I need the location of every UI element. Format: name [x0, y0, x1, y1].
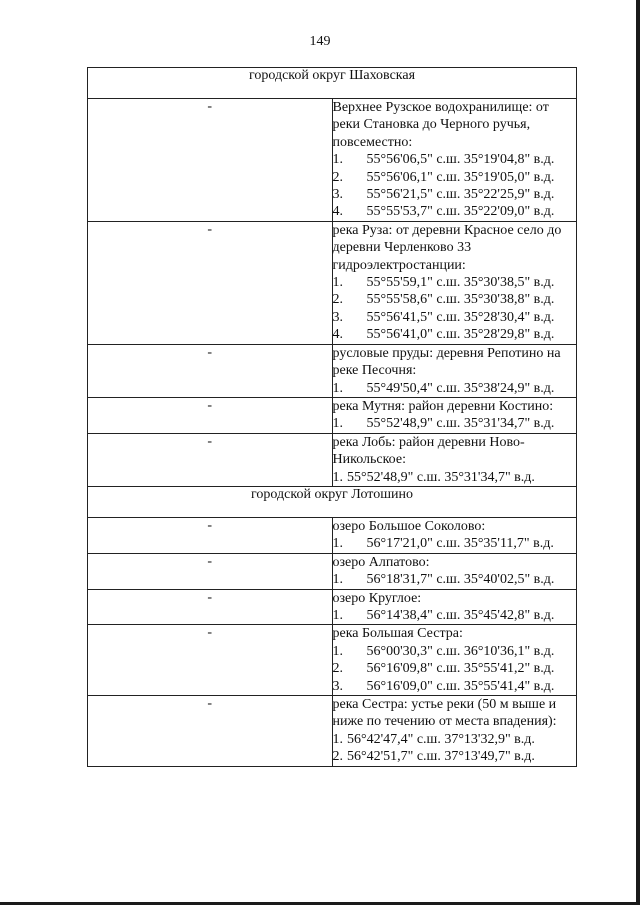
coordinate-value: 55°52'48,9" с.ш. 35°31'34,7" в.д. — [366, 416, 555, 432]
coordinate-line — [333, 660, 577, 677]
row-content — [332, 553, 577, 589]
coordinate-value: 56°18'31,7" с.ш. 35°40'02,5" в.д. — [366, 572, 555, 588]
coordinate-line — [333, 748, 577, 765]
row-mark: - — [88, 553, 333, 589]
coordinate-value: 55°55'58,6" с.ш. 35°30'38,8" в.д. — [366, 292, 555, 308]
water-body-description: русловые пруды: деревня Репотино на реке Песочня: — [332, 345, 561, 379]
coordinate-number: 1. — [332, 572, 343, 588]
coordinate-value: 56°42'47,4" с.ш. 37°13'32,9" в.д. — [347, 731, 535, 747]
coordinate-line — [333, 309, 577, 326]
table-row — [88, 221, 577, 344]
coordinate-number: 1. — [332, 607, 343, 623]
row-content — [332, 517, 577, 553]
row-content — [332, 221, 577, 344]
coordinate-value: 55°55'59,1" с.ш. 35°30'38,5" в.д. — [366, 275, 555, 291]
water-body-description: озеро Большое Соколово: — [332, 518, 486, 534]
coordinate-line — [333, 326, 577, 343]
row-mark: - — [88, 433, 333, 486]
coordinate-number: 1. — [332, 643, 343, 659]
coordinate-number: 1. — [332, 416, 343, 432]
water-body-description: река Мутня: район деревни Костино: — [332, 398, 554, 414]
coordinate-line — [333, 186, 577, 203]
coordinate-line — [333, 731, 577, 748]
table-row — [88, 433, 577, 486]
page-number: 149 — [309, 34, 331, 49]
coordinate-value: 56°17'21,0" с.ш. 35°35'11,7" в.д. — [366, 536, 554, 552]
table-row — [88, 99, 577, 222]
table-row — [88, 589, 577, 625]
coordinate-number: 2. — [332, 169, 343, 185]
coordinate-value: 55°56'06,1" с.ш. 35°19'05,0" в.д. — [366, 169, 555, 185]
table-row — [88, 397, 577, 433]
water-body-description: река Руза: от деревни Красное село до деревни Черленково 33 гидроэлектростанции: — [332, 222, 562, 273]
coordinate-number: 1. — [332, 469, 343, 485]
section-header-row — [88, 486, 577, 517]
coordinate-number: 2. — [332, 661, 343, 677]
coordinate-value: 55°55'53,7" с.ш. 35°22'09,0" в.д. — [366, 204, 555, 220]
coordinate-value: 56°16'09,8" с.ш. 35°55'41,2" в.д. — [366, 661, 555, 677]
coordinate-number: 1. — [332, 536, 343, 552]
row-content — [332, 589, 577, 625]
coordinate-line — [333, 169, 577, 186]
table-row — [88, 344, 577, 397]
water-body-description: Верхнее Рузское водохранилище: от реки Становка до Черного ручья, повсеместно: — [332, 100, 549, 150]
coordinate-line — [333, 380, 577, 397]
coordinate-value: 55°56'06,5" с.ш. 35°19'04,8" в.д. — [366, 152, 555, 168]
table-row — [88, 553, 577, 589]
row-mark: - — [88, 221, 333, 344]
coordinate-number: 1. — [332, 731, 343, 747]
row-content — [332, 433, 577, 486]
row-content — [332, 625, 577, 696]
coordinate-line — [333, 571, 577, 588]
coordinate-value: 56°00'30,3" с.ш. 36°10'36,1" в.д. — [366, 643, 555, 659]
section-title: городской округ Лотошино — [88, 486, 577, 517]
coordinate-value: 56°42'51,7" с.ш. 37°13'49,7" в.д. — [347, 749, 535, 765]
table-row — [88, 625, 577, 696]
section-header-row — [88, 68, 577, 99]
row-content — [332, 696, 577, 767]
section-title: городской округ Шаховская — [88, 68, 577, 99]
water-body-description: река Большая Сестра: — [332, 626, 463, 642]
coordinate-line — [333, 643, 577, 660]
row-mark: - — [88, 696, 333, 767]
coordinate-line — [333, 151, 577, 168]
coordinate-number: 1. — [332, 380, 343, 396]
row-content — [332, 397, 577, 433]
row-content — [332, 344, 577, 397]
coordinate-line — [333, 203, 577, 220]
scan-edge-right — [636, 0, 640, 905]
coordinate-number: 3. — [332, 678, 343, 694]
coordinate-line — [333, 607, 577, 624]
coordinate-number: 3. — [332, 187, 343, 203]
coordinate-line — [333, 535, 577, 552]
coordinate-value: 55°52'48,9" с.ш. 35°31'34,7" в.д. — [347, 469, 535, 485]
row-mark: - — [88, 99, 333, 222]
water-body-description: река Лобь: район деревни Ново-Никольское: — [332, 434, 525, 468]
row-mark: - — [88, 517, 333, 553]
coordinate-value: 56°16'09,0" с.ш. 35°55'41,4" в.д. — [366, 678, 555, 694]
coordinate-value: 55°56'21,5" с.ш. 35°22'25,9" в.д. — [366, 187, 555, 203]
coordinate-number: 4. — [332, 327, 343, 343]
row-content — [332, 99, 577, 222]
coordinate-value: 55°56'41,0" с.ш. 35°28'29,8" в.д. — [366, 327, 555, 343]
water-body-description: озеро Алпатово: — [332, 554, 430, 570]
table-row — [88, 696, 577, 767]
water-body-description: река Сестра: устье реки (50 м выше и ниже по течению от места впадения): — [332, 697, 557, 730]
table-row — [88, 517, 577, 553]
coordinate-line — [333, 415, 577, 432]
row-mark: - — [88, 589, 333, 625]
coordinate-line — [333, 469, 577, 486]
coordinate-number: 1. — [332, 275, 343, 291]
coordinate-line — [333, 291, 577, 308]
row-mark: - — [88, 344, 333, 397]
row-mark: - — [88, 397, 333, 433]
coordinate-number: 1. — [332, 152, 343, 168]
coordinates-table — [87, 67, 577, 767]
coordinate-value: 55°56'41,5" с.ш. 35°28'30,4" в.д. — [366, 309, 555, 325]
coordinate-number: 2. — [332, 749, 343, 765]
coordinate-line — [333, 678, 577, 695]
coordinate-value: 55°49'50,4" с.ш. 35°38'24,9" в.д. — [366, 380, 555, 396]
water-body-description: озеро Круглое: — [332, 590, 422, 606]
coordinate-number: 3. — [332, 309, 343, 325]
coordinate-number: 4. — [332, 204, 343, 220]
coordinate-line — [333, 274, 577, 291]
coordinate-value: 56°14'38,4" с.ш. 35°45'42,8" в.д. — [366, 607, 555, 623]
coordinate-number: 2. — [332, 292, 343, 308]
row-mark: - — [88, 625, 333, 696]
